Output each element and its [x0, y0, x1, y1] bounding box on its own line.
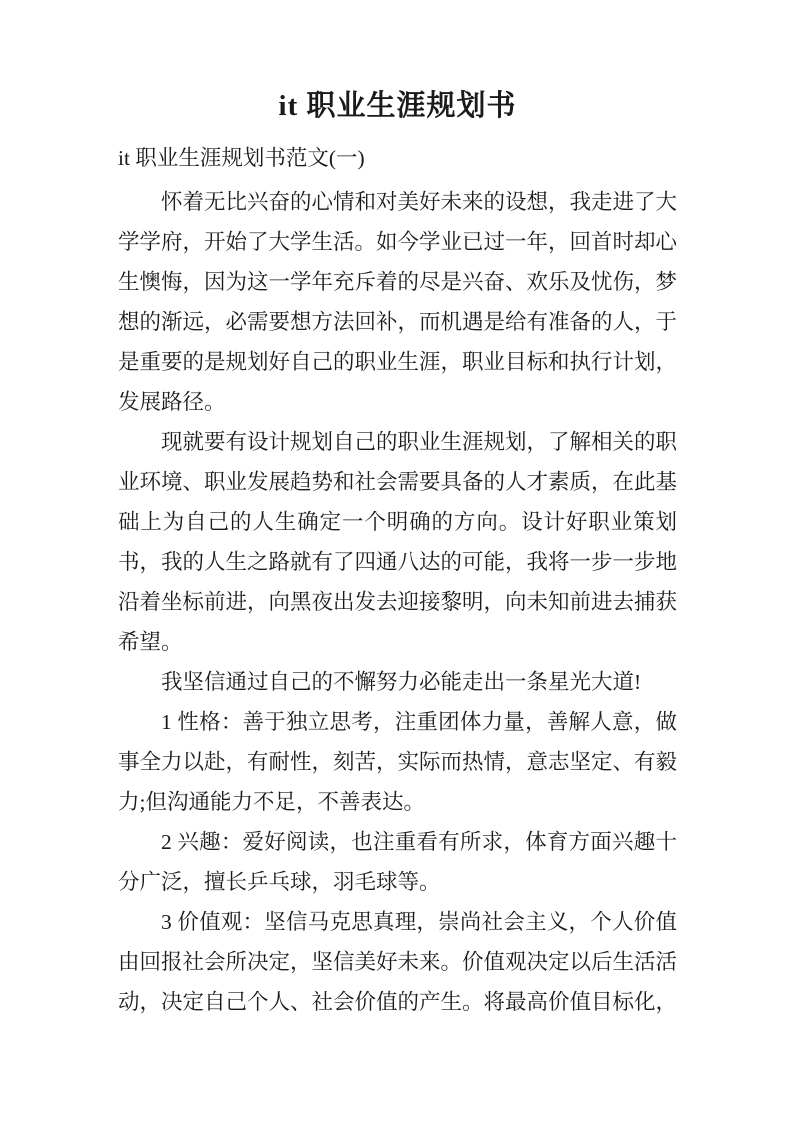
- document-subtitle: it 职业生涯规划书范文(一): [118, 146, 365, 170]
- paragraph-item-2-interests: 2 兴趣：爱好阅读，也注重看有所求，体育方面兴趣十分广泛，擅长乒乓球，羽毛球等。: [118, 830, 677, 894]
- paragraph-item-3-values: 3 价值观：坚信马克思真理，崇尚社会主义，个人价值由回报社会所决定，坚信美好未来。价值观决定以后生活活动，决定自己个人、社会价值的产生。将最高价值目标化，: [118, 910, 678, 1014]
- paragraph-belief: 我坚信通过自己的不懈努力必能走出一条星光大道!: [161, 670, 642, 694]
- paragraph-planning: 现就要有设计规划自己的职业生涯规划，了解相关的职业环境、职业发展趋势和社会需要具备的人才素质，在此基础上为自己的人生确定一个明确的方向。设计好职业策划书，我的人生之路就有了四通八达的可能，我将一步一步地沿着坐标前进，向黑夜出发去迎接黎明，向未知前进去捕获希望。: [118, 430, 678, 654]
- document-content: [118, 0, 677, 1022]
- document-title: it 职业生涯规划书: [278, 90, 517, 122]
- paragraph-intro: 怀着无比兴奋的心情和对美好未来的设想，我走进了大学学府，开始了大学生活。如今学业已过一年，回首时却心生懊悔，因为这一学年充斥着的尽是兴奋、欢乐及忧伤，梦想的渐远，必需要想方法回补，而机遇是给有准备的人，于是重要的是规划好自己的职业生涯，职业目标和执行计划，发展路径。: [118, 190, 678, 414]
- paragraph-item-1-personality: 1 性格：善于独立思考，注重团体力量，善解人意，做事全力以赴，有耐性，刻苦，实际而热情，意志坚定、有毅力;但沟通能力不足，不善表达。: [118, 710, 678, 814]
